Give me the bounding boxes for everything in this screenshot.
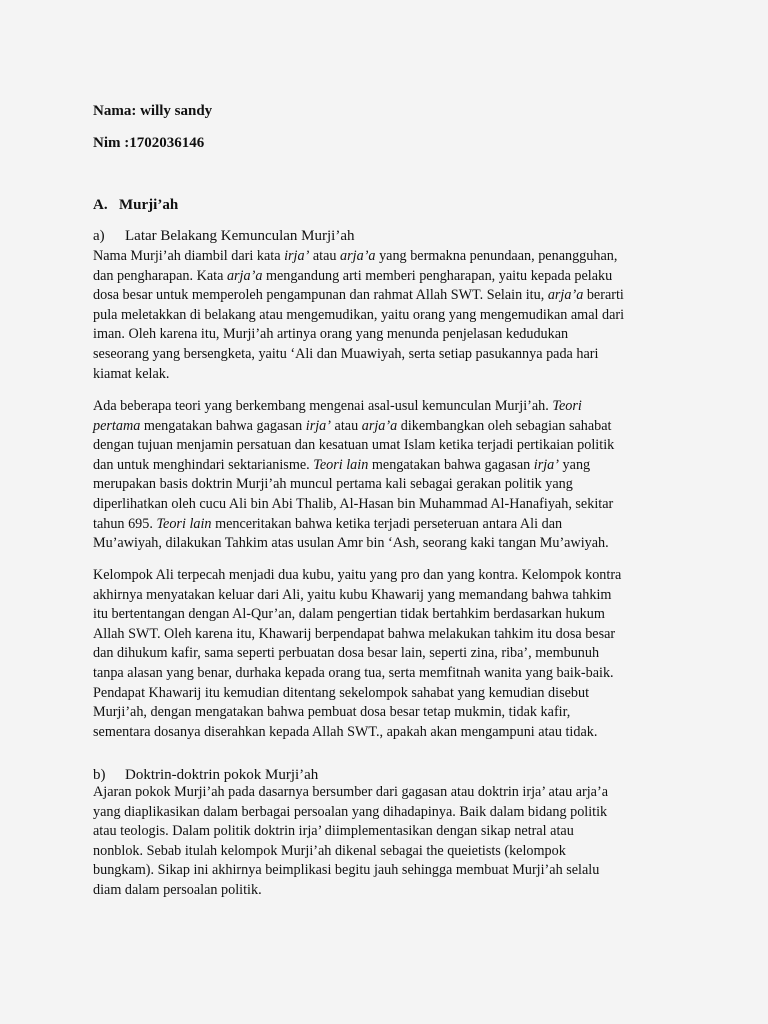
text-line <box>93 495 683 515</box>
text-run: mengatakan bahwa gagasan <box>140 417 306 434</box>
text-line <box>93 803 683 823</box>
text-line <box>93 267 683 287</box>
text-run: Kelompok Ali terpecah menjadi dua kubu, yaitu yang pro dan yang kontra. Kelompok kontra <box>93 567 622 583</box>
text-line <box>93 566 683 586</box>
text-run: diam dalam persoalan politik. <box>93 881 262 898</box>
text-run: Pendapat Khawarij itu kemudian ditentang sekelompok sahabat yang kemudian disebut <box>93 684 590 701</box>
text-line <box>93 286 683 306</box>
text-run: tahun 695. <box>93 515 157 532</box>
text-run: tanpa alasan yang benar, durhaka kepada orang tua, serta memfitnah wanita yang baik-baik. <box>93 664 614 681</box>
text-line <box>93 703 683 723</box>
text-run: yang bermakna penundaan, penangguhan, <box>375 248 618 264</box>
text-run: Teori lain <box>156 515 212 532</box>
text-run: Mu’awiyah, dilakukan Tahkim atas usulan Amr bin ‘Ash, seorang kaki tangan Mu’awiyah. <box>93 535 609 552</box>
text-line <box>93 842 683 862</box>
text-line <box>93 306 683 326</box>
text-line <box>93 586 683 606</box>
text-line <box>93 325 683 345</box>
text-line <box>93 417 683 437</box>
text-run: irja’ <box>533 456 559 473</box>
text-line <box>93 345 683 365</box>
text-line <box>93 664 683 684</box>
text-run: arja’a <box>226 267 263 284</box>
text-run: kiamat kelak. <box>93 365 170 382</box>
text-run: atau <box>330 417 362 434</box>
text-line <box>93 605 683 625</box>
text-run: akhirnya menyatakan keluar dari Ali, yaitu kubu Khawarij yang memandang bahwa tahkim <box>93 586 612 603</box>
subheading-title: Doktrin-doktrin pokok Murji’ah <box>125 767 319 783</box>
text-run: mengatakan bahwa gagasan <box>368 456 534 473</box>
text-line <box>93 684 683 704</box>
text-run: iman. Oleh karena itu, Murji’ah artinya orang yang menunda penjelasan kedudukan <box>93 326 569 343</box>
text-line <box>93 247 683 267</box>
text-run: irja’ <box>284 248 310 264</box>
text-line <box>93 397 683 417</box>
text-run: dan dihukum kafir, sama seperti perbuatan dosa besar lain, seperti zina, riba’, membunuh <box>93 645 600 662</box>
text-run: yang <box>559 456 591 473</box>
text-run: arja’a <box>547 287 584 304</box>
text-run: arja’a <box>340 248 376 264</box>
text-run: atau <box>309 248 341 264</box>
text-line <box>93 723 683 743</box>
student-nim: Nim :1702036146 <box>93 135 205 151</box>
text-line <box>93 783 683 803</box>
subheading-marker: a) <box>93 228 105 244</box>
text-line <box>93 515 683 535</box>
text-run: Ajaran pokok Murji’ah pada dasarnya bersumber dari gagasan atau doktrin irja’ atau arja’a <box>93 784 608 800</box>
text-run: diperlihatkan oleh cucu Ali bin Abi Thalib, Al-Hasan bin Muhammad Al-Hanafiyah, sekitar <box>93 495 614 512</box>
text-run: dan untuk menghindari sektarianisme. <box>93 456 314 473</box>
text-run: irja’ <box>305 417 331 434</box>
student-name: Nama: willy sandy <box>93 103 213 119</box>
text-run: atau teologis. Dalam politik doktrin irja’ diimplementasikan dengan sikap netral atau <box>93 823 574 840</box>
subheading-a <box>93 228 355 245</box>
text-run: berarti <box>583 287 624 304</box>
text-line <box>93 625 683 645</box>
paragraph-4 <box>93 783 683 901</box>
paragraph-1 <box>93 247 683 384</box>
text-run: seseorang yang bersengketa, yaitu ‘Ali dan Muawiyah, serta setiap pasukannya pada hari <box>93 345 599 362</box>
text-run: nonblok. Sebab itulah kelompok Murji’ah dikenal sebagai the queietists (kelompok <box>93 842 566 859</box>
text-line <box>93 881 683 901</box>
subheading-title: Latar Belakang Kemunculan Murji’ah <box>125 228 355 244</box>
text-line <box>93 365 683 385</box>
text-run: pula meletakkan di belakang atau mengemudikan, yaitu orang yang mengemudikan amal dari <box>93 306 625 323</box>
text-run: pertama <box>93 417 141 434</box>
text-run: bungkam). Sikap ini akhirnya beimplikasi begitu jauh sehingga membuat Murji’ah selalu <box>93 862 600 879</box>
text-run: merupakan basis doktrin Murji’ah muncul pertama kali sebagai gerakan politik yang <box>93 476 573 493</box>
text-run: arja’a <box>361 417 398 434</box>
text-run: sementara dosanya diserahkan kepada Allah SWT., apakah akan mengampuni atau tidak. <box>93 723 598 740</box>
section-heading-a <box>93 197 178 214</box>
text-run: yang diaplikasikan dalam berbagai persoalan yang dihadapinya. Baik dalam bidang politik <box>93 803 608 820</box>
text-run: itu bertentangan dengan Al-Qur’an, dalam pengertian tidak bertahkim berdasarkan hukum <box>93 606 605 623</box>
text-run: Allah SWT. Oleh karena itu, Khawarij berpendapat bahwa melakukan tahkim itu dosa besar <box>93 625 616 642</box>
text-line <box>93 534 683 554</box>
text-run: dan pengharapan. Kata <box>93 267 227 284</box>
text-run: menceritakan bahwa ketika terjadi perseteruan antara Ali dan <box>211 515 563 532</box>
text-run: dosa besar untuk memperoleh pengampunan dan rahmat Allah SWT. Selain itu, <box>93 287 548 304</box>
text-line <box>93 456 683 476</box>
paragraph-3 <box>93 566 683 742</box>
section-title: Murji’ah <box>119 197 179 213</box>
subheading-marker: b) <box>93 767 106 783</box>
text-run: dengan tujuan menjamin persatuan dan kesatuan umat Islam ketika terjadi pertikaian politik <box>93 437 615 454</box>
text-run: Teori <box>552 398 582 414</box>
text-line <box>93 475 683 495</box>
subheading-b <box>93 767 318 784</box>
text-run: Murji’ah, dengan mengatakan bahwa pembuat dosa besar tetap mukmin, tidak kafir, <box>93 704 571 721</box>
text-line <box>93 644 683 664</box>
section-marker: A. <box>93 197 108 213</box>
paragraph-2 <box>93 397 683 554</box>
text-line <box>93 822 683 842</box>
text-line <box>93 861 683 881</box>
text-line <box>93 436 683 456</box>
text-run: Ada beberapa teori yang berkembang mengenai asal-usul kemunculan Murji’ah. <box>93 398 553 414</box>
text-run: dikembangkan oleh sebagian sahabat <box>397 417 612 434</box>
text-run: Teori lain <box>313 456 369 473</box>
text-run: Nama Murji’ah diambil dari kata <box>93 248 285 264</box>
text-run: mengandung arti memberi pengharapan, yaitu kepada pelaku <box>262 267 613 284</box>
